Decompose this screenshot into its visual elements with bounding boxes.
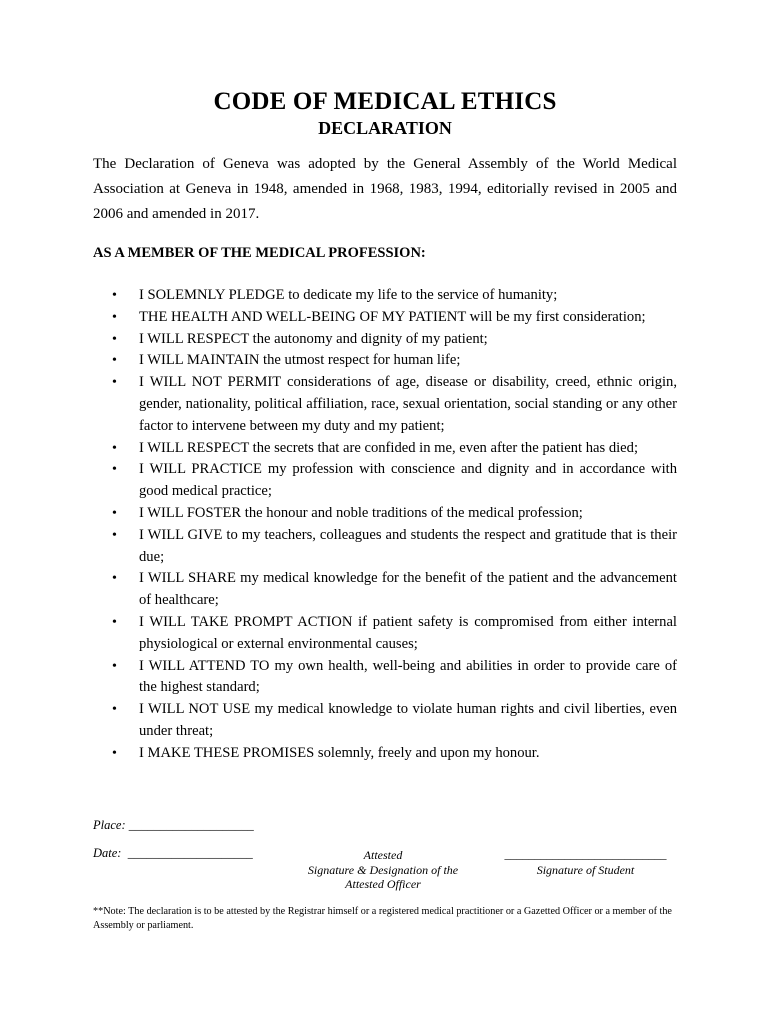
pledge-item bbox=[93, 503, 677, 525]
pledge-item bbox=[93, 285, 677, 307]
pledge-text: I WILL MAINTAIN the utmost respect for human life; bbox=[139, 352, 461, 369]
pledge-text: THE HEALTH AND WELL-BEING OF MY PATIENT will be my first consideration; bbox=[139, 308, 646, 325]
bullet-icon: • bbox=[112, 331, 117, 347]
pledge-item bbox=[93, 656, 677, 700]
place-blank: ____________________ bbox=[128, 818, 254, 832]
attested-officer-label: Attested Officer bbox=[345, 877, 421, 891]
pledge-item bbox=[93, 372, 677, 437]
pledge-item bbox=[93, 307, 677, 329]
document-subtitle: DECLARATION bbox=[318, 118, 452, 138]
bullet-icon: • bbox=[112, 288, 117, 303]
bullet-icon: • bbox=[112, 309, 117, 325]
pledge-text: I WILL GIVE to my teachers, colleagues and students the respect and gratitude that is their due; bbox=[139, 526, 677, 565]
pledge-text: I WILL NOT PERMIT considerations of age, disease or disability, creed, ethnic origin, gender, nationality, political affiliation, race, sexual orientation, social standing or any other factor to intervene between my duty and my patient; bbox=[139, 374, 677, 434]
pledge-list bbox=[93, 285, 677, 765]
pledge-item bbox=[93, 743, 677, 765]
attested-label: Attested bbox=[363, 848, 403, 862]
bullet-icon: • bbox=[112, 375, 117, 391]
intro-paragraph: The Declaration of Geneva was adopted by the General Assembly of the World Medical Association at Geneva in 1948, amended in 1968, 1983, 1994, editorially revised in 2005 and 2006 and amended in 2017. bbox=[93, 156, 677, 222]
bullet-icon: • bbox=[112, 702, 117, 718]
pledge-item bbox=[93, 350, 677, 372]
pledge-item bbox=[93, 525, 677, 569]
pledge-text: I WILL PRACTICE my profession with conscience and dignity and in accordance with good medical practice; bbox=[139, 461, 677, 500]
place-label: Place: bbox=[93, 818, 126, 832]
pledge-text: I WILL RESPECT the autonomy and dignity of my patient; bbox=[139, 330, 488, 347]
place-field[interactable] bbox=[93, 815, 254, 835]
pledge-text: I SOLEMNLY PLEDGE to dedicate my life to the service of humanity; bbox=[139, 287, 558, 303]
pledge-item bbox=[93, 699, 677, 743]
student-signature bbox=[493, 847, 678, 878]
pledge-text: I WILL NOT USE my medical knowledge to violate human rights and civil liberties, even under threat; bbox=[139, 701, 677, 739]
pledge-item bbox=[93, 612, 677, 656]
bullet-icon: • bbox=[112, 462, 117, 478]
section-heading: AS A MEMBER OF THE MEDICAL PROFESSION: bbox=[93, 245, 426, 261]
pledge-text: I WILL ATTEND TO my own health, well-being and abilities in order to provide care of the highest standard; bbox=[139, 657, 677, 696]
signature-section bbox=[93, 815, 693, 895]
student-signature-label: Signature of Student bbox=[536, 863, 635, 877]
date-label: Date: bbox=[93, 846, 122, 860]
bullet-icon: • bbox=[112, 440, 117, 456]
pledge-item bbox=[93, 568, 677, 612]
attested-designation-label: Signature & Designation of the bbox=[307, 862, 459, 877]
bullet-icon: • bbox=[112, 571, 117, 587]
bullet-icon: • bbox=[112, 658, 117, 674]
pledge-text: I WILL TAKE PROMPT ACTION if patient safety is compromised from either internal physiological or external environmental causes; bbox=[139, 613, 677, 652]
bullet-icon: • bbox=[112, 527, 117, 543]
footnote: **Note: The declaration is to be attested by the Registrar himself or a registered medical practitioner or a Gazetted Officer or a member of the Assembly or parliament. bbox=[93, 906, 672, 931]
bullet-icon: • bbox=[112, 614, 117, 630]
date-blank: ____________________ bbox=[127, 846, 253, 860]
student-signature-blank[interactable]: ___________________________ bbox=[504, 847, 667, 861]
pledge-item bbox=[93, 438, 677, 460]
document-title: CODE OF MEDICAL ETHICS bbox=[213, 88, 557, 115]
bullet-icon: • bbox=[112, 745, 117, 761]
pledge-item bbox=[93, 459, 677, 503]
pledge-text: I MAKE THESE PROMISES solemnly, freely and upon my honour. bbox=[139, 744, 540, 761]
pledge-text: I WILL RESPECT the secrets that are confided in me, even after the patient has died; bbox=[139, 439, 638, 456]
pledge-item bbox=[93, 329, 677, 351]
attested-officer-signature bbox=[298, 848, 468, 892]
bullet-icon: • bbox=[112, 353, 117, 369]
pledge-text: I WILL SHARE my medical knowledge for the benefit of the patient and the advancement of healthcare; bbox=[139, 570, 677, 609]
pledge-text: I WILL FOSTER the honour and noble traditions of the medical profession; bbox=[139, 504, 583, 521]
bullet-icon: • bbox=[112, 505, 117, 521]
date-field[interactable] bbox=[93, 843, 253, 863]
